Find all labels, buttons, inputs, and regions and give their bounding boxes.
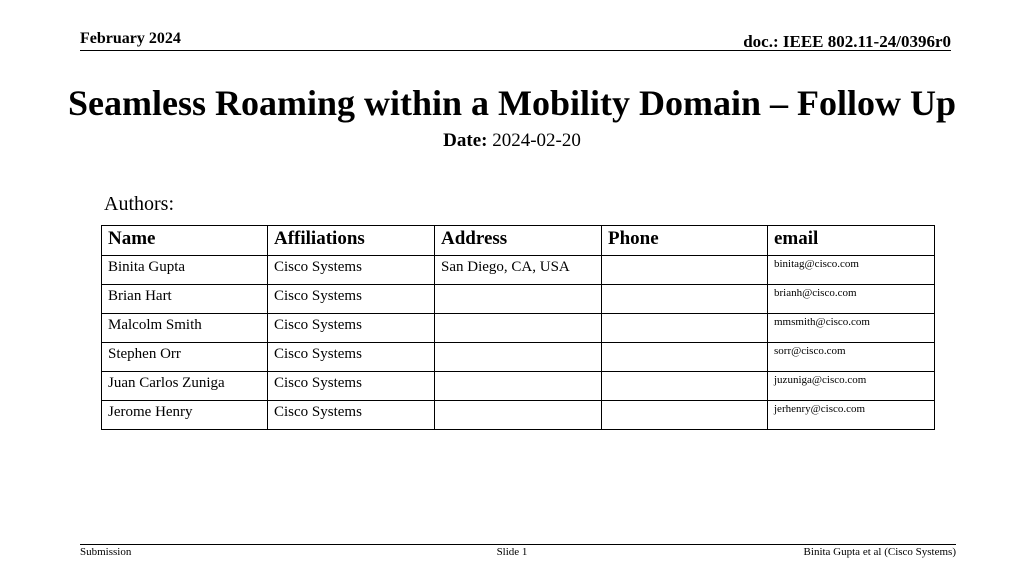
- authors-table: [101, 225, 935, 430]
- cell-phone: [602, 401, 768, 430]
- cell-email: binitag@cisco.com: [768, 256, 935, 285]
- cell-email: brianh@cisco.com: [768, 285, 935, 314]
- cell-name: Juan Carlos Zuniga: [102, 372, 268, 401]
- table-row: [102, 343, 935, 372]
- column-header-address: Address: [435, 226, 602, 256]
- cell-address: [435, 372, 602, 401]
- cell-name: Jerome Henry: [102, 401, 268, 430]
- cell-affiliation: Cisco Systems: [268, 343, 435, 372]
- cell-address: San Diego, CA, USA: [435, 256, 602, 285]
- table-row: [102, 372, 935, 401]
- cell-email: jerhenry@cisco.com: [768, 401, 935, 430]
- cell-email: sorr@cisco.com: [768, 343, 935, 372]
- cell-address: [435, 285, 602, 314]
- footer-left: Submission: [80, 546, 132, 558]
- slide-title: Seamless Roaming within a Mobility Domain – Follow Up: [67, 83, 957, 123]
- cell-affiliation: Cisco Systems: [268, 285, 435, 314]
- footer-rule: [80, 544, 956, 545]
- table-row: [102, 285, 935, 314]
- date-line: [0, 130, 1024, 152]
- cell-email: juzuniga@cisco.com: [768, 372, 935, 401]
- cell-affiliation: Cisco Systems: [268, 372, 435, 401]
- cell-phone: [602, 372, 768, 401]
- date-label: Date:: [443, 130, 488, 151]
- header-doc-id: doc.: IEEE 802.11-24/0396r0: [743, 32, 951, 51]
- cell-email: mmsmith@cisco.com: [768, 314, 935, 343]
- cell-address: [435, 343, 602, 372]
- table-row: [102, 314, 935, 343]
- authors-label: Authors:: [104, 193, 174, 215]
- footer-slide-number: Slide 1: [496, 546, 528, 558]
- cell-affiliation: Cisco Systems: [268, 314, 435, 343]
- cell-phone: [602, 314, 768, 343]
- cell-affiliation: Cisco Systems: [268, 401, 435, 430]
- cell-name: Binita Gupta: [102, 256, 268, 285]
- column-header-name: Name: [102, 226, 268, 256]
- footer-right: Binita Gupta et al (Cisco Systems): [803, 546, 956, 558]
- column-header-affiliations: Affiliations: [268, 226, 435, 256]
- column-header-email: email: [768, 226, 935, 256]
- header-rule: [80, 50, 951, 51]
- cell-name: Stephen Orr: [102, 343, 268, 372]
- table-row: [102, 401, 935, 430]
- header-date: February 2024: [80, 30, 181, 47]
- cell-name: Malcolm Smith: [102, 314, 268, 343]
- cell-phone: [602, 285, 768, 314]
- cell-name: Brian Hart: [102, 285, 268, 314]
- cell-affiliation: Cisco Systems: [268, 256, 435, 285]
- cell-phone: [602, 256, 768, 285]
- cell-phone: [602, 343, 768, 372]
- cell-address: [435, 314, 602, 343]
- date-value: 2024-02-20: [492, 130, 581, 151]
- cell-address: [435, 401, 602, 430]
- column-header-phone: Phone: [602, 226, 768, 256]
- table-header-row: [102, 226, 935, 256]
- table-row: [102, 256, 935, 285]
